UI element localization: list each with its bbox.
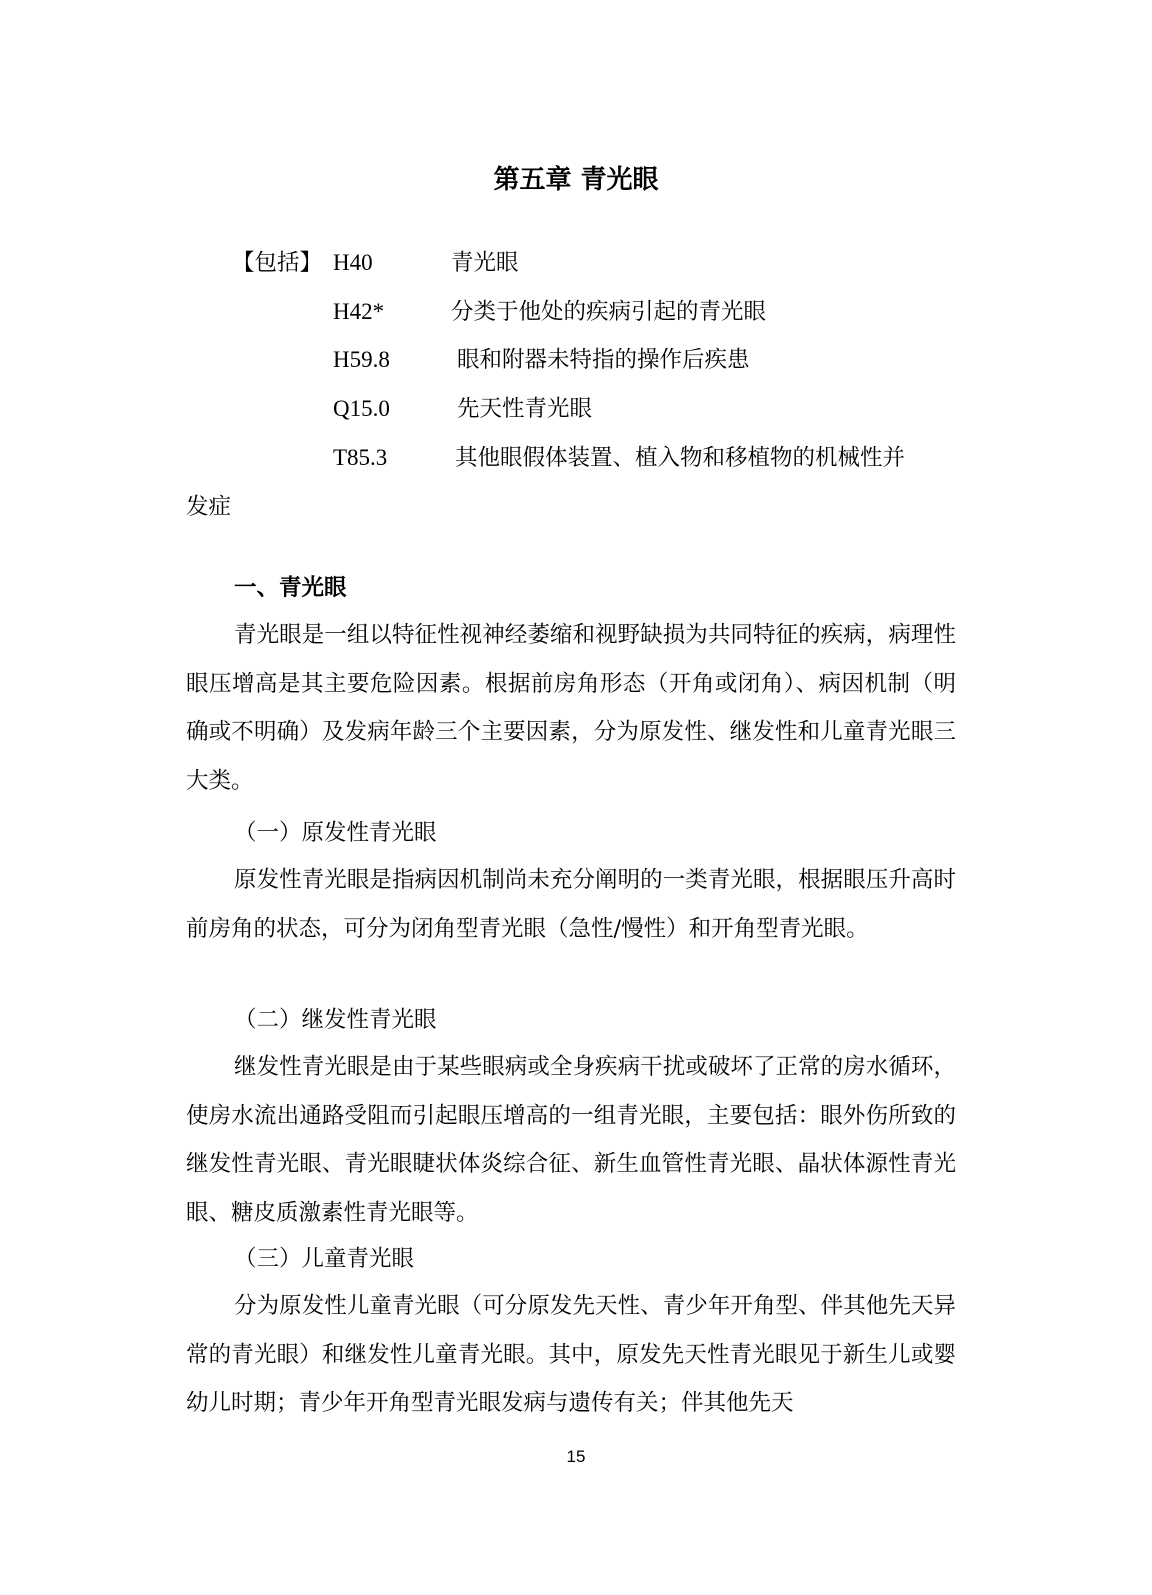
- include-code: H59.8: [333, 347, 390, 372]
- include-desc: 先天性青光眼: [457, 396, 593, 422]
- subsection-paragraph: 继发性青光眼是由于某些眼病或全身疾病干扰或破坏了正常的房水循环，使房水流出通路受阻而引起眼压增高的一组青光眼，主要包括：眼外伤所致的继发性青光眼、青光眼睫状体炎综合征、新生血管性青光眼、晶状体源性青光眼、糖皮质激素性青光眼等。: [186, 1054, 956, 1226]
- include-desc: 其他眼假体装置、植入物和移植物的机械性并: [455, 445, 906, 471]
- include-desc-wrap: 发症: [186, 494, 232, 520]
- chapter-title: 第五章 青光眼: [493, 165, 659, 195]
- section-intro-paragraph: 青光眼是一组以特征性视神经萎缩和视野缺损为共同特征的疾病，病理性眼压增高是其主要危险因素。根据前房角形态（开角或闭角）、病因机制（明确或不明确）及发病年龄三个主要因素，分为原发性、继发性和儿童青光眼三大类。: [186, 622, 956, 794]
- subsection-heading: （一）原发性青光眼: [234, 820, 437, 846]
- subsection-heading: （二）继发性青光眼: [234, 1007, 437, 1033]
- include-code: H40: [333, 250, 373, 275]
- include-desc: 眼和附器未特指的操作后疾患: [457, 347, 750, 373]
- include-code: Q15.0: [333, 396, 390, 421]
- include-desc: 分类于他处的疾病引起的青光眼: [451, 299, 767, 325]
- include-desc: 青光眼: [451, 250, 519, 276]
- subsection-paragraph: 原发性青光眼是指病因机制尚未充分阐明的一类青光眼，根据眼压升高时前房角的状态，可分为闭角型青光眼（急性/慢性）和开角型青光眼。: [186, 867, 956, 942]
- section-heading: 一、青光眼: [234, 575, 347, 601]
- subsection-heading: （三）儿童青光眼: [234, 1246, 415, 1272]
- include-code: T85.3: [333, 445, 388, 470]
- include-code: H42*: [333, 299, 385, 324]
- page-number: 15: [566, 1447, 586, 1466]
- subsection-paragraph: 分为原发性儿童青光眼（可分原发先天性、青少年开角型、伴其他先天异常的青光眼）和继发性儿童青光眼。其中，原发先天性青光眼见于新生儿或婴幼儿时期；青少年开角型青光眼发病与遗传有关；伴其他先天: [186, 1293, 956, 1416]
- includes-label: 【包括】: [232, 250, 323, 276]
